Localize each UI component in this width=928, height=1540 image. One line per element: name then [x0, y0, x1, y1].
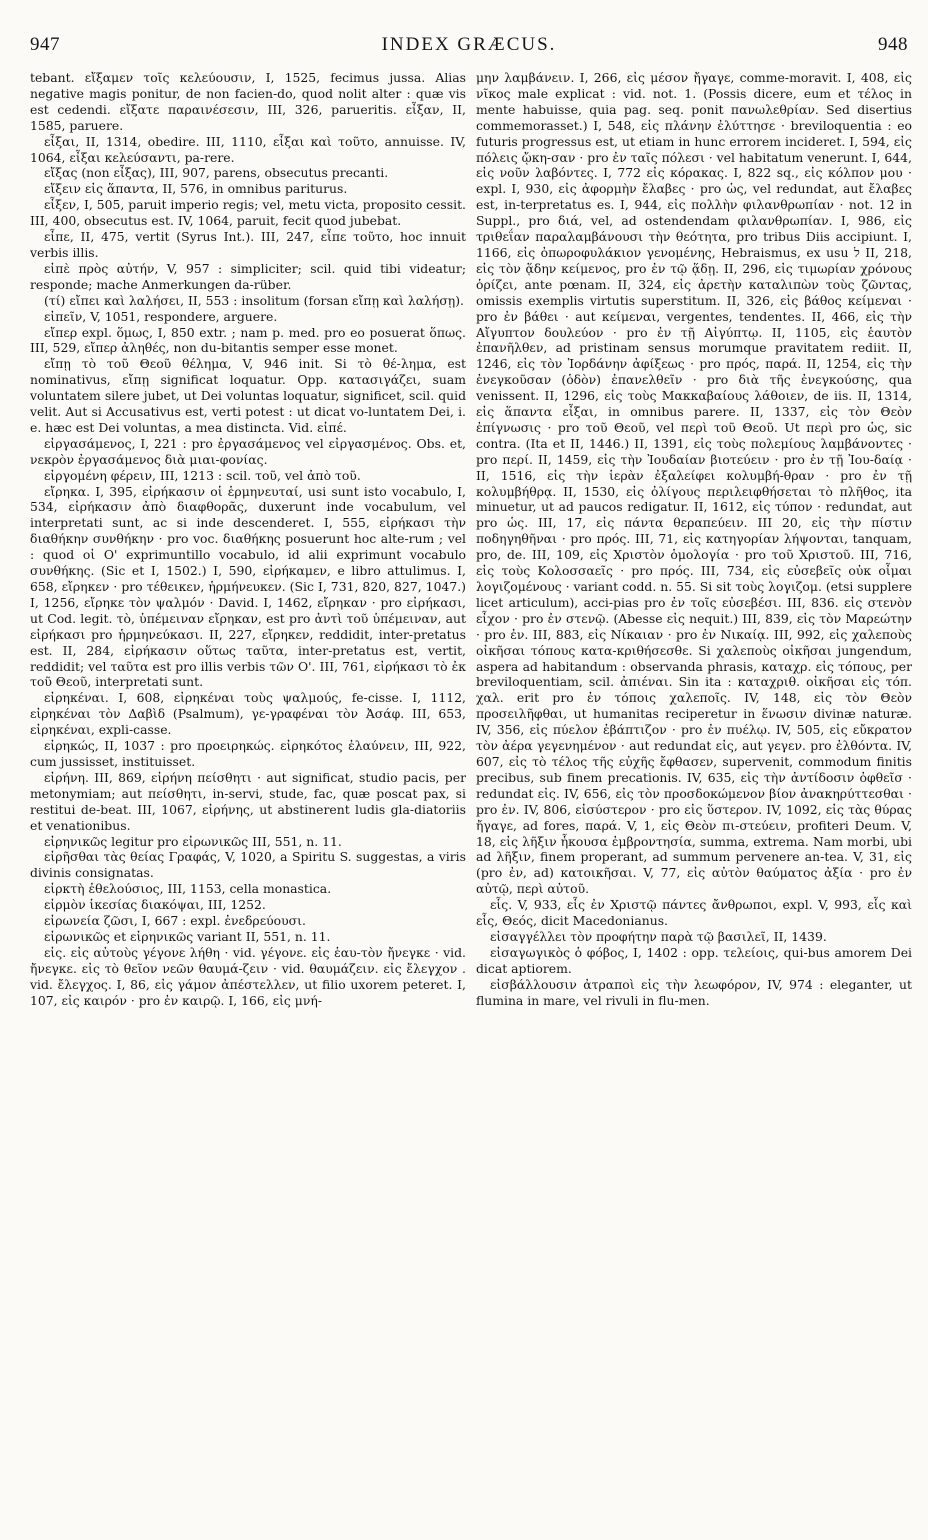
index-entry: εἴπῃ τὸ τοῦ Θεοῦ θέλημα, V, 946 init. Si τὸ θέ-λημα, est nominativus, εἴπῃ significat loquatur. Opp. κατασιγάζει, suam voluntatem silere jubet, ut Dei voluntas loquatur, significet, scil. quid velit. Aut si Accusativus est, verti potest : ut dicat vo-luntatem Dei, i. e. hæc est Dei voluntas, a mea distincta. Vid. εἰπέ.: [30, 356, 466, 435]
index-entry: εἰσαγγέλλει τὸν προφήτην παρὰ τῷ βασιλεῖ, II, 1439.: [490, 928, 827, 944]
index-entry: εἰπὲ πρὸς αὐτήν, V, 957 : simpliciter; scil. quid tibi videatur; responde; mache Anmerkungen da-rüber.: [30, 260, 466, 292]
index-entry: εἰρηκώς, II, 1037 : pro προειρηκώς. εἰρηκότος ἐλαύνειν, III, 922, cum jussisset, instituisset.: [30, 738, 466, 769]
index-entry: εἰργασάμενος, I, 221 : pro ἐργασάμενος vel εἰργασμένος. Obs. et, νεκρὸν ἐργασάμενος διὰ μιαι-φονίας.: [30, 435, 466, 467]
left-column: [30, 70, 466, 1530]
index-entry: εἴξειν εἰς ἅπαντα, II, 576, in omnibus pariturus.: [44, 181, 348, 197]
index-entry: εἰργομένη φέρειν, III, 1213 : scil. τοῦ, vel ἀπὸ τοῦ.: [44, 467, 361, 483]
running-title: INDEX GRÆCUS.: [381, 34, 557, 55]
index-entry: tebant. εἴξαμεν τοῖς κελεύουσιν, I, 1525, fecimus jussa. Alias negative magis ponitur, de non facien-do, quod nolit alter : quæ vis est cedendi. εἴξατε παραινέσεσιν, III, 326, parueritis. εἶξαν, II, 1585, paruere.: [30, 70, 466, 133]
index-entry: εἷς. V, 933, εἷς ἐν Χριστῷ πάντες ἄνθρωποι, expl. V, 993, εἷς καὶ εἷς, Θεός, dicit Macedonianus.: [476, 897, 912, 929]
index-entry: εἰρωνικῶς et εἰρηνικῶς variant II, 551, n. 11.: [44, 928, 331, 944]
index-entry: εἴρηκα. I, 395, εἰρήκασιν οἱ ἑρμηνευταί, usi sunt isto vocabulo, I, 534, εἰρήκασιν ἀπὸ διαφθορᾶς, duxerunt inde vocabulum, vel interpretati sunt, ac si inde descenderet. I, 555, εἰρήκασι τὴν διαθήκην συνθήκην · pro voc. διαθήκης posuerunt hoc alte-rum ; vel : quod οἱ Ο' exprimuntillo vocabulo, id alii exprimunt vocabulo συνθήκης. (Sic et I, 1502.) I, 590, εἰρήκαμεν, e libro attulimus. I, 658, εἴρηκεν · pro τέθεικεν, ἡρμήνευκεν. (Sic I, 731, 820, 827, 1047.) I, 1256, εἴρηκε τὸν ψαλμόν · David. I, 1462, εἴρηκαν · pro εἰρήκασι, ut Cod. legit. τὸ, ὑπέμειναν εἴρηκαν, est pro ἀντὶ τοῦ ὑπέμειναν, aut εἰρήκασι pro ἡρμηνεύκασι. II, 227, εἴρηκεν, reddidit, inter-pretatus est. II, 284, εἰρήκασιν οὕτως ταῦτα, inter-pretatus est, vertit, reddidit; vel ταῦτα est pro illis verbis τῶν Ο'. III, 761, εἰρήκασι τὸ ἐκ τοῦ Θεοῦ, interpretati sunt.: [30, 483, 466, 690]
index-entry: εἰρῆσθαι τὰς θείας Γραφάς, V, 1020, a Spiritu S. suggestas, a viris divinis consignatas.: [30, 849, 466, 881]
page-number-left: 947: [30, 34, 60, 55]
index-entry: εἰς. εἰς αὐτοὺς γέγονε λήθη · vid. γέγονε. εἰς ἑαυ-τὸν ἤνεγκε · vid. ἤνεγκε. εἰς τὸ θεῖον νεῶν θαυμά-ζειν · vid. θαυμάζειν. εἰς ἔλεγχον . vid. ἔλεγχος. I, 86, εἰς γάμον ἀπέστελλεν, ut filio uxorem peteret. I, 107, εἰς καιρόν · pro ἐν καιρῷ. I, 166, εἰς μνή-: [30, 944, 466, 1008]
index-entry: εἶξαι, II, 1314, obedire. III, 1110, εἶξαι καὶ τοῦτο, annuisse. IV, 1064, εἶξαι κελεύσαντι, pa-rere.: [30, 133, 466, 165]
index-entry: εἰπεῖν, V, 1051, respondere, arguere.: [44, 308, 278, 324]
index-entry: εἰρηκέναι. I, 608, εἰρηκέναι τοὺς ψαλμούς, fe-cisse. I, 1112, εἰρηκέναι τὸν Δαβὶδ (Psalmum), γε-γραφέναι τὸν Ἀσάφ. III, 653, εἰρηκέναι, expli-casse.: [30, 690, 466, 738]
page-header: [30, 34, 908, 60]
index-entry: εἰρηνικῶς legitur pro εἰρωνικῶς III, 551, n. 11.: [44, 833, 342, 849]
right-column: [476, 70, 912, 1530]
index-entry: εἶξεν, I, 505, paruit imperio regis; vel, metu victa, proposito cessit. III, 400, obsecutus est. IV, 1064, paruit, fecit quod jubebat.: [30, 197, 466, 229]
index-entry: εἴξας (non εἶξας), III, 907, parens, obsecutus precanti.: [44, 165, 389, 181]
index-entry: (τί) εἴπει καὶ λαλήσει, II, 553 : insolitum (forsan εἴπῃ καὶ λαλήσῃ).: [44, 292, 464, 308]
index-entry: εἰρωνεία ζῶσι, I, 667 : expl. ἐνεδρεύουσι.: [44, 913, 306, 929]
index-entry: εἰρήνη. III, 869, εἰρήνη πείσθητι · aut significat, studio pacis, per metonymiam; aut πείσθητι, in-servi, stude, fac, quæ poscat pax, si restitui de-beat. III, 1067, εἰρήνης, ut abstinerent ludis gla-diatoriis et venationibus.: [30, 769, 466, 833]
index-entry: εἰρμὸν ἱκεσίας διακόψαι, III, 1252.: [44, 897, 266, 913]
index-entry: εἴπερ expl. ὅμως, I, 850 extr. ; nam p. med. pro eo posuerat ὅπως. III, 529, εἴπερ ἀληθές, non du-bitantis semper esse monet.: [30, 324, 466, 356]
index-entry: εἶπε, II, 475, vertit (Syrus Int.). III, 247, εἶπε τοῦτο, hoc innuit verbis illis.: [30, 229, 466, 260]
index-entry: εἰσαγωγικὸς ὁ φόβος, I, 1402 : opp. τελείοις, qui-bus amorem Dei dicat aptiorem.: [476, 944, 912, 976]
index-entry: μην λαμβάνειν. I, 266, εἰς μέσον ἤγαγε, comme-moravit. I, 408, εἰς νῖκος male explicat : vid. not. 1. (Possis dicere, eum et τέλος in mente habuisse, quia pag. seq. ponit πανωλεθρίαν. Sed disertius commemorasset.) I, 548, εἰς πλάνην ἐλύττησε · breviloquentia : eo futuris progressus est, ut etiam in hunc errorem incideret. I, 594, εἰς πόλεις ᾤκη-σαν · pro ἐν ταῖς πόλεσι · vel habitatum venerunt. I, 644, εἰς νοῦν λαβόντες. I, 772 εἰς κόρακας. I, 822 sq., εἰς κόλπον μου · expl. I, 930, εἰς ἀφορμὴν ἔλαβες · pro ὡς, vel redundat, aut ἔλαβες est, in-terpretatus es. I, 944, εἰς πολλὴν φιλανθρωπίαν · not. 12 in Suppl., pro διά, vel, ad ostendendam φιλανθρωπίαν. I, 986, εἰς τριθεΐαν παραλαμβάνουσι τὴν θεότητα, pro tribus Diis accipiunt. I, 1166, εἰς ὀπωροφυλάκιον γενομένης, Hebraismus, ex usu ל II, 218, εἰς τὸν ᾅδην κείμενος, pro ἐν τῷ ᾅδῃ. II, 296, εἰς τιμωρίαν χρόνους ὁρίζει, ante pœnam. II, 324, εἰς ἀρετὴν καταλιπὼν τοὺς ζῶντας, omissis exemplis virtutis superstitum. II, 326, εἰς βάθος κείμεναι · pro ἐν βάθει · aut κείμεναι, vergentes, tendentes. II, 466, εἰς τὴν Αἴγυπτον δουλεύον · pro ἐν τῇ Αἰγύπτῳ. II, 1105, εἰς ἑαυτὸν ἐπανῆλθεν, ad pristinam sensus morumque pravitatem rediit. II, 1246, εἰς τὸν Ἰορδάνην ἀφίξεως · pro πρός, παρά. II, 1254, εἰς τὴν ἐνεγκοῦσαν (ὁδὸν) ἐπανελθεῖν · pro διὰ τῆς ἐνεγκούσης, qua venissent. II, 1296, εἰς τοὺς Μακκαβαίους λάθοιεν, de iis. II, 1314, εἰς ἅπαντα εἶξαι, in omnibus parere. II, 1337, εἰς τὸν Θεὸν ἐπίγνωσις · pro τοῦ Θεοῦ, vel περὶ τοῦ Θεοῦ. Ut περὶ pro ὡς, sic contra. (Ita et II, 1446.) II, 1391, εἰς τοὺς πολεμίους λαμβάνοντες · pro περί. II, 1459, εἰς τὴν Ἰουδαίαν βιοτεύειν · pro ἐν τῇ Ἰου-δαίᾳ · II, 1516, εἰς τὴν ἱερὰν ἐξαλείφει κολυμβή-θραν · pro ἐν τῇ κολυμβήθρᾳ. II, 1530, εἰς ὀλίγους περιλειφθήσεται τὸ πλῆθος, ita minuetur, ut ad paucos redigatur. II, 1612, εἰς τύπον · redundat, aut pro ὡς. III, 17, εἰς πάντα θεραπεύειν. III 20, εἰς τὴν πίστιν ποδηγηθῆναι · pro πρός. III, 71, εἰς κατηγορίαν λήψονται, tanquam, pro, de. III, 109, εἰς Χριστὸν ὁμολογία · pro τοῦ Χριστοῦ. III, 716, εἰς τοὺς Κολοσσαεῖς · pro πρός. III, 734, εἰς εὐσεβεῖς οὐκ οἶμαι λογιζομένους · variant codd. n. 55. Si sit τοὺς λογιζομ. (etsi supplere licet articulum), acci-pias pro ἐν τοῖς εὐσεβέσι. III, 836. εἰς στενὸν εἶχον · pro ἐν στενῷ. (Abesse εἰς nequit.) III, 839, εἰς τὸν Μαρεώτην · pro ἐν. III, 883, εἰς Νίκαιαν · pro ἐν Νικαίᾳ. III, 992, εἰς χαλεποὺς οἰκῆσαι τόπους κατα-κριθήσεσθε. Si χαλεποὺς οἰκῆσαι jungendum, aspera ad habitandum : observanda phrasis, καταχρ. εἰς τόπους, per breviloquentiam, scil. ἀπιέναι. Sin ita : καταχριθ. οἰκῆσαι εἰς τόπ. χαλ. erit pro ἐν τόποις χαλεποῖς. IV, 148, εἰς τὸν Θεὸν προσειλῆφθαι, ut humanitas reciperetur in ἕνωσιν divinæ naturæ. IV, 356, εἰς πύελον ἐβάπτιζον · pro ἐν πυέλῳ. IV, 505, εἰς εὔκρατον τὸν ἀέρα γεγενημένον · aut redundat εἰς, aut γεγεν. pro ἐλθόντα. IV, 607, εἰς τὸ τέλος τῆς εὐχῆς ἔφθασεν, supervenit, commodum finitis precibus, sub finem precationis. IV, 635, εἰς τὴν ἀντίδοσιν ὀφθεῖσ · redundat εἰς. IV, 656, εἰς τὸν προσδοκώμενον βίον ἀνακηρύττεσθαι · pro ἐν. IV, 806, εἰσύστερον · pro εἰς ὕστερον. IV, 1092, εἰς τὰς θύρας ἤγαγε, ad fores, παρά. V, 1, εἰς Θεὸν πι-στεύειν, profiteri Deum. V, 18, εἰς λῆξιν ἧκουσα ἐμβροντησία, summa, extrema. Nam morbi, ubi ad λῆξιν, finem properant, ad summum pervenere an-tea. V, 31, εἰς (pro ἐν, ad) κατοικῆσαι. V, 77, εἰς αὐτὸν θαύματος ἀξία · pro ἐν αὐτῷ, περὶ αὐτοῦ.: [476, 70, 912, 897]
index-entry: εἰρκτὴ ἐθελούσιος, III, 1153, cella monastica.: [44, 881, 332, 897]
page-number-right: 948: [878, 34, 908, 55]
index-entry: εἰσβάλλουσιν ἀτραποὶ εἰς τὴν λεωφόρον, IV, 974 : eleganter, ut flumina in mare, vel rivuli in flu-men.: [476, 976, 912, 1008]
